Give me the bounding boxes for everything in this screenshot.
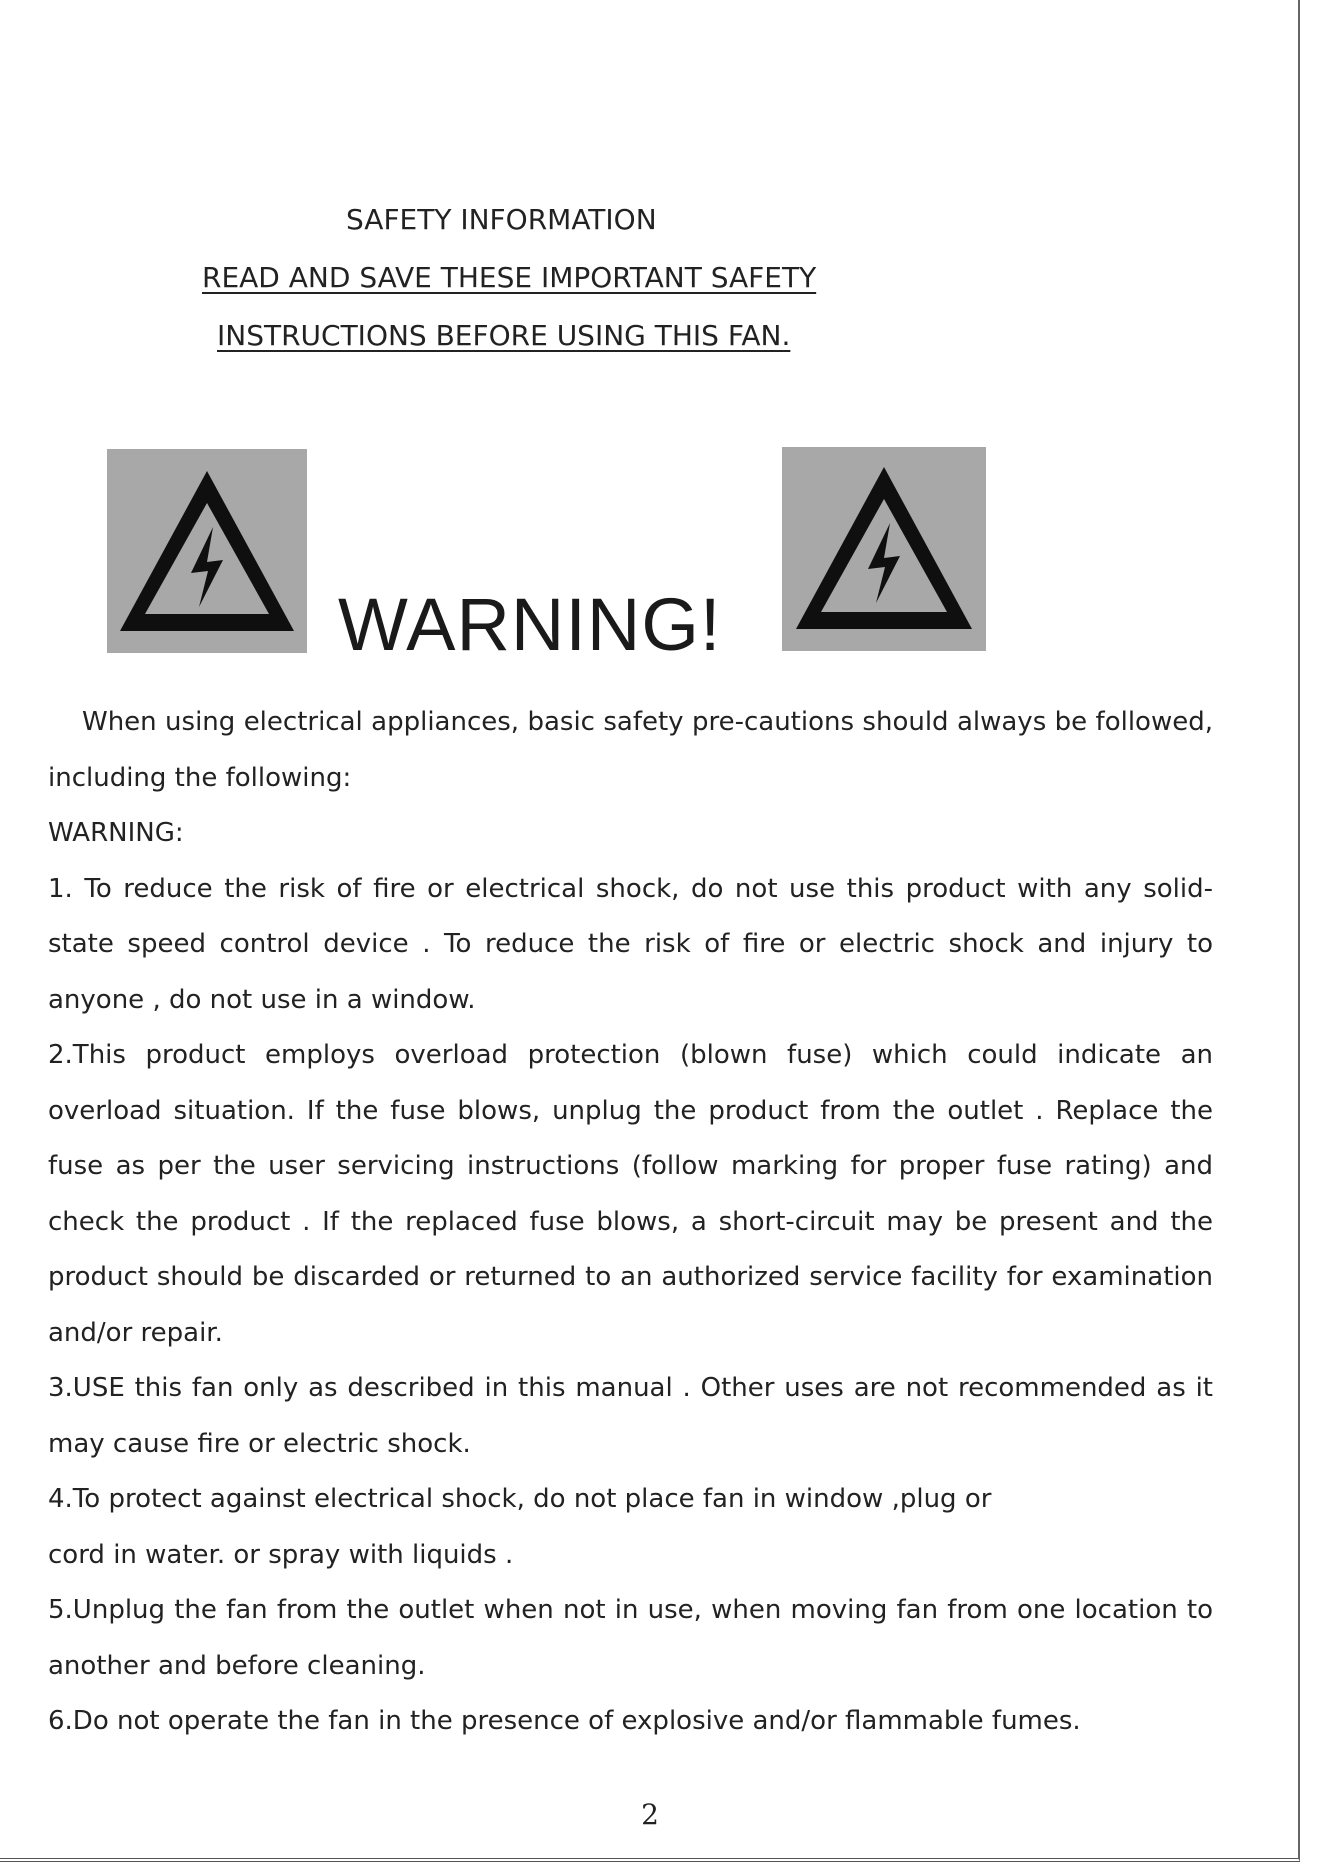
subtitle-line-2: INSTRUCTIONS BEFORE USING THIS FAN. <box>217 319 791 352</box>
intro-paragraph: When using electrical appliances, basic safety pre-cautions should always be followed, including the following: <box>48 707 1213 793</box>
instruction-item-5: 5.Unplug the fan from the outlet when not in use, when moving fan from one location to another and before cleaning. <box>48 1595 1213 1681</box>
warning-heading: WARNING! <box>338 583 722 666</box>
instruction-item-6: 6.Do not operate the fan in the presence of explosive and/or flammable fumes. <box>48 1706 1081 1736</box>
safety-instructions <box>48 695 1213 1750</box>
instruction-item-4-line-1: 4.To protect against electrical shock, do not place fan in window ,plug or <box>48 1484 992 1514</box>
electrical-hazard-right-icon <box>782 447 986 651</box>
page-title: SAFETY INFORMATION <box>346 203 657 236</box>
page-number: 2 <box>641 1798 659 1831</box>
electrical-hazard-left-icon <box>107 449 307 653</box>
instruction-item-4-line-2: cord in water. or spray with liquids . <box>48 1539 514 1570</box>
subtitle-line-1: READ AND SAVE THESE IMPORTANT SAFETY <box>202 261 817 294</box>
warning-label: WARNING: <box>48 818 184 848</box>
instruction-item-1: 1. To reduce the risk of fire or electrical shock, do not use this product with any solid-state speed control device . To reduce the risk of fire or electric shock and injury to anyone , do not use in a window. <box>48 873 1213 1015</box>
instruction-item-2: 2.This product employs overload protection (blown fuse) which could indicate an overload situation. If the fuse blows, unplug the product from the outlet . Replace the fuse as per the user servicing instructions (follow marking for proper fuse rating) and check the product . If the replaced fuse blows, a short-circuit may be present and the product should be discarded or returned to an authorized service facility for examination and/or repair. <box>48 1040 1213 1348</box>
instruction-item-3: 3.USE this fan only as described in this manual . Other uses are not recommended as it may cause fire or electric shock. <box>48 1373 1213 1459</box>
